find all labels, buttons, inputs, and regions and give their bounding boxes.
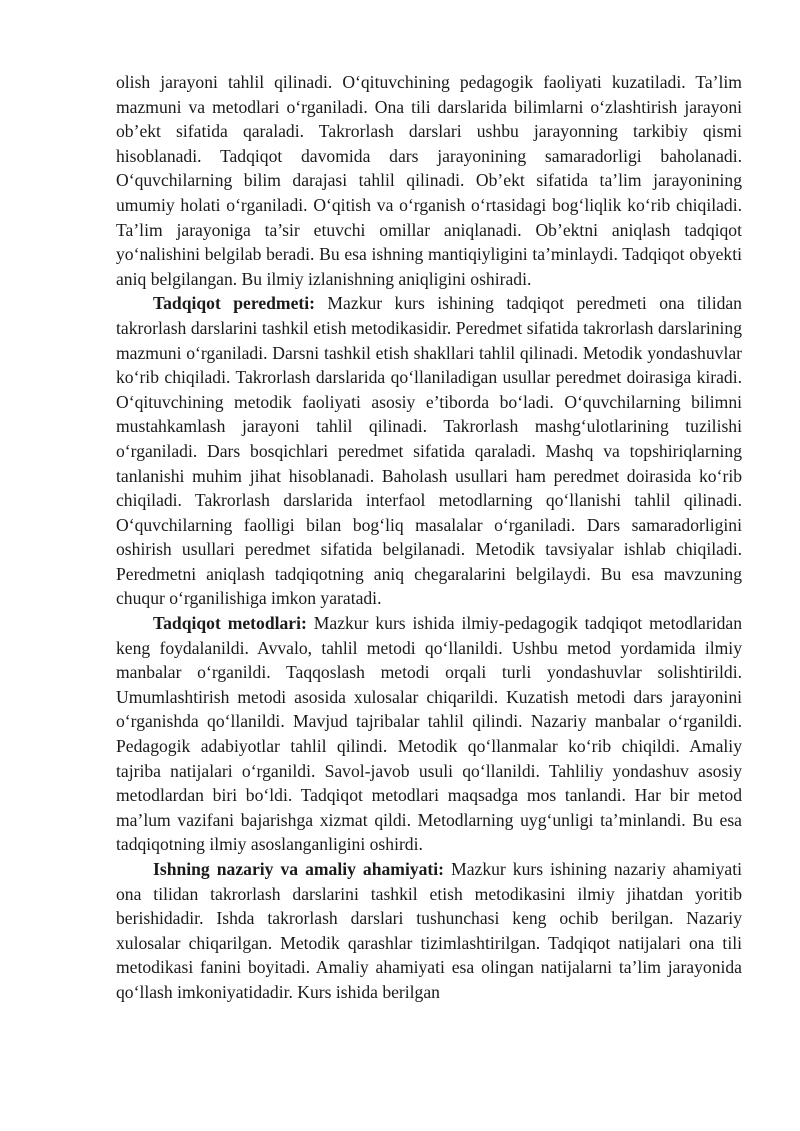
paragraph-object-description: [116, 70, 742, 291]
paragraph-research-methods: [116, 611, 742, 857]
section-heading-research-subject: Tadqiqot peredmeti:: [153, 293, 315, 314]
paragraph-text: olish jarayoni tahlil qilinadi. O‘qituvchining pedagogik faoliyati kuzatiladi. Ta’lim mazmuni va metodlari o‘rganiladi. Ona tili darslarida bilimlarni o‘zlashtirish jarayoni ob’ekt sifatida qaraladi. Takrorlash darslari ushbu jarayonning tarkibiy qismi hisoblanadi. Tadqiqot davomida dars jarayonining samaradorligi baholanadi. O‘quvchilarning bilim darajasi tahlil qilinadi. Ob’ekt sifatida ta’lim jarayonining umumiy holati o‘rganiladi. O‘qitish va o‘rganish o‘rtasidagi bog‘liqlik ko‘rib chiqiladi. Ta’lim jarayoniga ta’sir etuvchi omillar aniqlanadi. Ob’ektni aniqlash tadqiqot yo‘nalishini belgilab beradi. Bu esa ishning mantiqiyligini ta’minlaydi. Tadqiqot obyekti aniq belgilangan. Bu ilmiy izlanishning aniqligini oshiradi.: [116, 72, 742, 289]
paragraph-research-subject: [116, 291, 742, 611]
section-heading-significance: Ishning nazariy va amaliy ahamiyati:: [153, 859, 445, 879]
paragraph-text: Mazkur kurs ishining nazariy ahamiyati ona tilidan takrorlash darslarini tashkil etish metodikasini ilmiy jihatdan yoritib berishidadir. Ishda takrorlash darslari tushunchasi keng ochib berilgan. Nazariy xulosalar chiqarilgan. Metodik qarashlar tizimlashtirilgan. Tadqiqot natijalari ona tili metodikasi fanini boyitadi. Amaliy ahamiyati esa olingan natijalarni ta’lim jarayonida qo‘llash imkoniyatidadir. Kurs ishida berilgan: [116, 859, 743, 1002]
paragraph-text: Mazkur kurs ishida ilmiy-pedagogik tadqiqot metodlaridan keng foydalanildi. Avvalo, tahlil metodi qo‘llanildi. Ushbu metod yordamida ilmiy manbalar o‘rganildi. Taqqoslash metodi orqali turli yondashuvlar solishtirildi. Umumlashtirish metodi asosida xulosalar chiqarildi. Kuzatish metodi dars jarayonini o‘rganishda qo‘llanildi. Mavjud tajribalar tahlil qilindi. Nazariy manbalar o‘rganildi. Pedagogik adabiyotlar tahlil qilindi. Metodik qo‘llanmalar ko‘rib chiqildi. Amaliy tajriba natijalari o‘rganildi. Savol-javob usuli qo‘llanildi. Tahliliy yondashuv asosiy metodlardan biri bo‘ldi. Tadqiqot metodlari maqsadga mos tanlandi. Har bir metod ma’lum vazifani bajarishga xizmat qildi. Metodlarning uyg‘unligi ta’minlandi. Bu esa tadqiqotning ilmiy asoslanganligini oshirdi.: [116, 613, 742, 855]
document-page: [116, 70, 742, 1005]
section-heading-research-methods: Tadqiqot metodlari:: [153, 613, 307, 634]
paragraph-significance: [116, 857, 742, 1005]
paragraph-text: Mazkur kurs ishining tadqiqot peredmeti ona tilidan takrorlash darslarini tashkil etish metodikasidir. Peredmet sifatida takrorlash darslarining mazmuni o‘rganiladi. Darsni tashkil etish shakllari tahlil qilinadi. Metodik yondashuvlar ko‘rib chiqiladi. Takrorlash darslarida qo‘llaniladigan usullar peredmet doirasiga kiradi. O‘qituvchining metodik faoliyati asosiy e’tiborda bo‘ladi. O‘quvchilarning bilimni mustahkamlash jarayoni tahlil qilinadi. Takrorlash mashg‘ulotlarining tuzilishi o‘rganiladi. Dars bosqichlari peredmet sifatida qaraladi. Mashq va topshiriqlarning tanlanishi muhim jihat hisoblanadi. Baholash usullari ham peredmet doirasida ko‘rib chiqiladi. Takrorlash darslarida interfaol metodlarning qo‘llanishi tahlil qilinadi. O‘quvchilarning faolligi bilan bog‘liq masalalar o‘rganiladi. Dars samaradorligini oshirish usullari peredmet sifatida belgilanadi. Metodik tavsiyalar ishlab chiqiladi. Peredmetni aniqlash tadqiqotning aniq chegaralarini belgilaydi. Bu esa mavzuning chuqur o‘rganilishiga imkon yaratadi.: [116, 293, 742, 609]
